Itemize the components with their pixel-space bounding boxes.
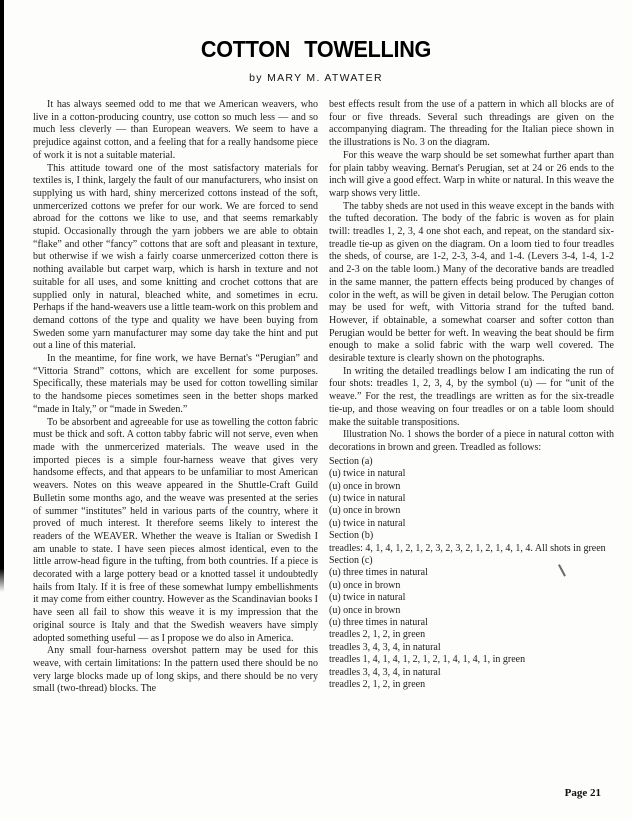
treadling-line: Section (b) [329,530,374,542]
paragraph: Illustration No. 1 shows the border of a piece in natural cotton with decorations in brown and green. Treadled as follows: [329,429,614,453]
article-title: COTTON TOWELLING [200,36,432,62]
treadling-line: (u) twice in natural [329,592,406,604]
treadling-line: (u) twice in natural [329,492,406,504]
paragraph: In writing the detailed treadlings below I am indicating the run of four shots: treadles 1, 2, 3, 4, by the symbol (u) — for “unit of the weave.” For the rest, the treadlings are written as for the six-treadle tie-up, and those weaving on four treadles or on a table loom should make the suitable transpositions. [329,365,614,428]
treadling-line: (u) three times in natural [329,616,428,628]
paragraph: This attitude toward one of the most satisfactory materials for textiles is, I think, largely the fault of our manufacturers, who insist on supplying us with hard, shiny mercerized cottons instead of the soft, unmercerized cottons we prefer for our work. We are forced to send abroad for the cottons we like to use, and that seems remarkably stupid. Occasionally through the yarn jobbers we are able to obtain “flake” and other “fancy” cottons that are soft and pleasant in texture, but otherwise if we wish a fairly coarse unmercerized cotton there is nothing available but carpet warp, which is harsh in texture and not suitable for all uses, and some knitting and crochet cottons that are supplied only in natural, bleached white, and sometimes in ecru. Perhaps if the hand-weavers use a little team-work on this problem and demand cottons of the type and quality we have been buying from Sweden some yarn manufacturer may some day take the hint and put out a line of this material. [33,162,318,352]
left-column [33,99,318,696]
treadling-line: Section (a) [329,455,373,467]
treadling-line: (u) three times in natural [329,567,428,579]
treadling-line: (u) twice in natural [329,468,406,480]
treadling-line: (u) twice in natural [329,517,406,529]
paragraph: The tabby sheds are not used in this weave except in the bands with the tufted decoration. The body of the fabric is woven as for plain twill: treadles 1, 2, 3, 4 one shot each, and repeat, on the standard six-treadle tie-up as given on the diagram. On a loom tied to four treadles the sheds, of course, are 1-2, 2-3, 3-4, and 1-4. (Levers 3-4, 1-4, 1-2 and 2-3 on the table loom.) Many of the decorative bands are treadled in the same manner, the pattern effects being produced by changes of color in the weft, as will be given in detail below. The Perugian cotton may be used for weft, with Vittoria strand for the tufted band. However, if obtainable, a somewhat coarser and softer cotton than Perugian would be better for weft. In weaving the beat should be firm enough to make a solid fabric with the warp well covered. The desirable texture is clearly shown on the photographs. [329,200,614,365]
treadling-instructions [329,456,614,692]
treadling-line: treadles 1, 4, 1, 4, 1, 2, 1, 2, 1, 4, 1, 4, 1, in green [329,654,526,666]
paragraph: It has always seemed odd to me that we American weavers, who live in a cotton-producing country, use cotton so much less — and so much less cleverly — than European weavers. We seem to have a prejudice against cotton, and a feeling that for a really handsome piece of work it is not a suitable material. [33,99,318,161]
treadling-line: treadles 3, 4, 3, 4, in natural [329,666,441,678]
paragraph: To be absorbent and agreeable for use as towelling the cotton fabric must be thick and soft. A cotton tabby fabric will not serve, even when made with the unmercerized materials. The weave used in the imported pieces is a simple four-harness weave that gives very handsome effects, and that appears to be unfamiliar to most American weavers. Notes on this weave appeared in the Shuttle-Craft Guild Bulletin some months ago, and the weave was presented at the series of summer “institutes” held in various parts of the country, where it proved of much interest. It therefore seems likely to interest the readers of the WEAVER. Whether the weave is Italian or Swedish I am unable to state. I have seen pieces almost identical, even to the little arrow-head figure in the tufting, from both countries. If a piece is decorated with a large pottery bead or a knotted tassel it undoubtedly hails from Italy. If it is free of these somewhat lumpy embellishments it may come from either country. However as the Scandinavian books I have seen all fail to show this weave it is my impression that the original source is Italy and that the Swedish weavers have simply adopted something useful — as I propose we do also in America. [33,416,318,644]
article-header [0,0,632,84]
paragraph: Any small four-harness overshot pattern may be used for this weave, with certain limitations: In the pattern used there should be no very large blocks made up of long skips, and there should be no very small (two-thread) blocks. The [33,645,318,695]
right-column [329,99,614,696]
two-column-body [33,99,614,696]
article-byline: by MARY M. ATWATER [249,72,383,84]
treadling-line: treadles 2, 1, 2, in green [329,629,426,641]
treadling-line: (u) once in brown [329,480,401,492]
paragraph: For this weave the warp should be set somewhat further apart than for plain tabby weaving. Bernat's Perugian, set at 24 or 26 ends to the inch will give a good effect. Warp in white or natural. In this weave the warp shows very little. [329,149,614,199]
page-number: Page 21 [564,787,601,799]
treadling-line: treadles 2, 1, 2, in green [329,679,426,690]
treadling-line: treadles: 4, 1, 4, 1, 2, 1, 2, 3, 2, 3, 2, 1, 2, 1, 4, 1, 4. All shots in green [329,542,606,554]
treadling-line: (u) once in brown [329,604,401,616]
paragraph-continuation: best effects result from the use of a pattern in which all blocks are of four or five threads. Several such threadings are given on the accompanying diagram. The threading for the Italian piece shown in the illustrations is No. 3 on the diagram. [329,99,614,149]
treadling-line: Section (c) [329,554,373,566]
scan-edge-artifact [0,0,4,592]
treadling-line: treadles 3, 4, 3, 4, in natural [329,641,441,653]
treadling-line: (u) once in brown [329,579,401,591]
paragraph: In the meantime, for fine work, we have Bernat's “Perugian” and “Vittoria Strand” cottons, which are excellent for some purposes. Specifically, these materials may be used for cotton towelling similar to the handsome pieces sometimes seen in the better shops marked “made in Italy,” or “made in Sweden.” [33,353,318,415]
treadling-line: (u) once in brown [329,505,401,517]
